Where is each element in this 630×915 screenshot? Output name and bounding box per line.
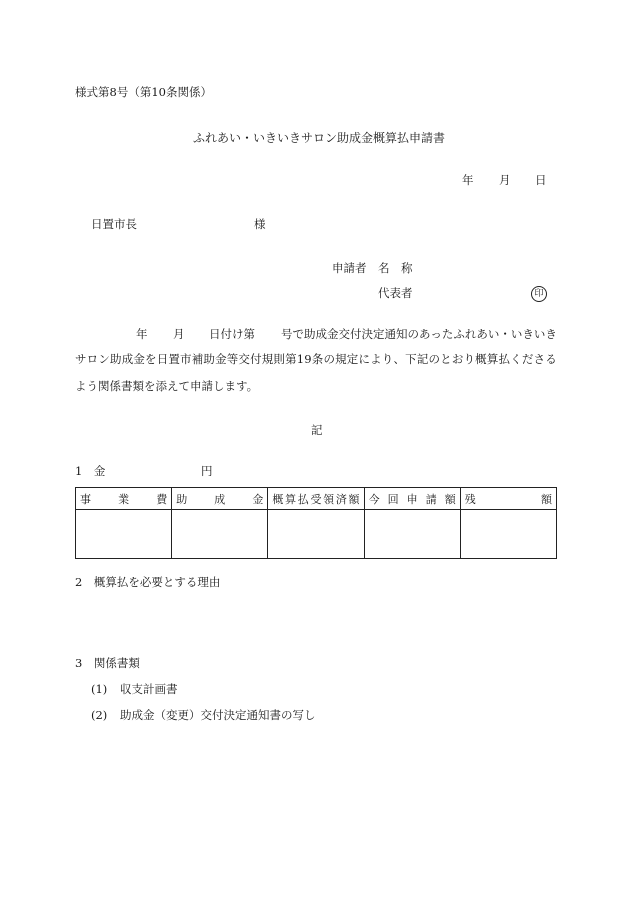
doc-item-1-text: 収支計画書 — [120, 682, 178, 696]
section2-label: 2 概算払を必要とする理由 — [75, 575, 221, 589]
cell-subsidy — [172, 510, 268, 559]
addressee-honorific: 様 — [254, 217, 266, 231]
section1-label: 1 金 — [75, 464, 106, 478]
body-year: 年 — [136, 327, 148, 341]
cell-balance — [460, 510, 556, 559]
body-notice-date: 日付け第 — [209, 327, 255, 341]
doc-item-1-num: (1) — [91, 682, 108, 696]
addressee-name: 日置市長 — [91, 217, 137, 231]
header-current-request: 今 回 申 請 額 — [364, 488, 460, 510]
body-line2: サ ロ ン 助 成 金 を 日 置 市 補 助 金 等 交 付 規 則 第 1 9 条 の 規 定 に よ り 、 下 記 の と お り 概 算 払 く だ さ る — [75, 352, 557, 366]
table-row — [76, 510, 557, 559]
document-title: ふれあい・いきいきサロン助成金概算払申請書 — [193, 131, 446, 145]
header-subsidy: 助 成 金 — [172, 488, 268, 510]
body-line3: よう関係書類を添えて申請します。 — [75, 379, 259, 393]
ki-heading: 記 — [311, 423, 323, 437]
amount-table — [75, 487, 557, 559]
seal-mark: 印 — [531, 286, 547, 302]
form-number: 様式第8号（第10条関係） — [75, 85, 212, 99]
section1-unit: 円 — [201, 464, 213, 478]
header-balance: 残 額 — [460, 488, 556, 510]
cell-current-request — [364, 510, 460, 559]
table-header-row — [76, 488, 557, 510]
applicant-label: 申請者 — [332, 261, 367, 275]
cell-project-cost — [76, 510, 172, 559]
date-year-label: 年 — [462, 173, 474, 187]
doc-item-2-text: 助成金（変更）交付決定通知書の写し — [120, 708, 316, 722]
representative-label: 代表者 — [378, 286, 413, 300]
section3-label: 3 関係書類 — [75, 656, 140, 670]
body-month: 月 — [173, 327, 185, 341]
header-project-cost: 事 業 費 — [76, 488, 172, 510]
date-month-label: 月 — [499, 173, 511, 187]
applicant-name-label: 名 称 — [378, 261, 413, 275]
body-line1-rest: 号で助成金交付決定通知のあったふれあい・いきいき — [281, 327, 557, 341]
header-received: 概 算 払 受 領 済 額 — [268, 488, 364, 510]
doc-item-2-num: (2) — [91, 708, 108, 722]
cell-received — [268, 510, 364, 559]
date-day-label: 日 — [535, 173, 547, 187]
